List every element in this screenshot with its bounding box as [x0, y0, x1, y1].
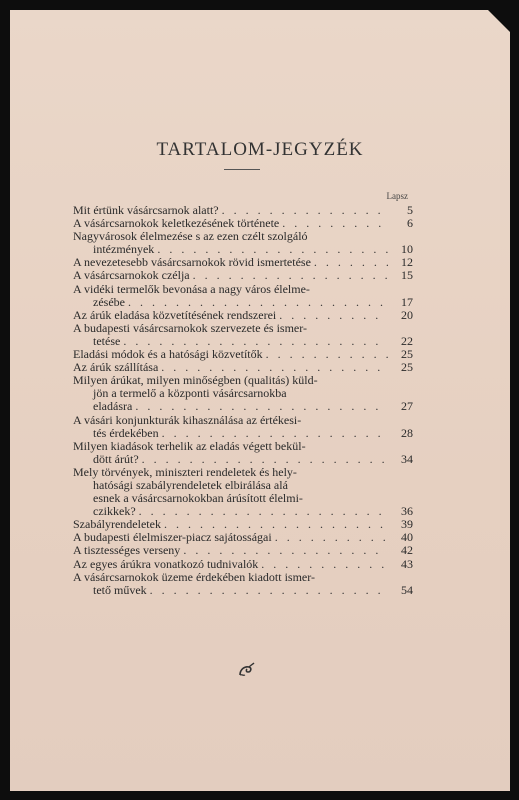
toc-page-number: 17 — [401, 294, 413, 309]
toc-entry — [73, 309, 413, 322]
toc-page-number: 25 — [401, 360, 413, 375]
toc-entry-text: zésébe — [93, 294, 125, 309]
toc-entry-line — [73, 309, 413, 322]
toc-page-number: 22 — [401, 333, 413, 348]
toc-entry-text: A budapesti vásárcsarnokok szervezete és ismer- — [73, 320, 307, 335]
toc-entry-text: Mit értünk vásárcsarnok alatt? — [73, 203, 219, 217]
toc-entry-line — [73, 296, 413, 309]
toc-entry-text: tés érdekében — [93, 425, 159, 440]
toc-entry-text: Az árúk szállítása — [73, 360, 159, 375]
toc-leader-dots — [193, 269, 388, 282]
toc-entry-text: jön a termelő a központi vásárcsarnokba — [93, 386, 287, 401]
toc-leader-dots — [135, 400, 388, 413]
toc-entry-line — [73, 269, 413, 282]
toc-leader-dots — [279, 309, 388, 322]
toc-entry-text: eladásra — [93, 399, 133, 414]
title-rule — [224, 169, 260, 170]
toc-entry — [73, 571, 413, 597]
toc-page-number: 54 — [401, 582, 413, 597]
toc-leader-dots — [142, 453, 388, 466]
toc-leader-dots — [275, 531, 388, 544]
toc-entry-text: hatósági szabályrendeletek elbirálása alá — [93, 477, 288, 492]
toc-page-number: 27 — [401, 399, 413, 414]
toc-entry-text: Eladási módok és a hatósági közvetítők — [73, 347, 263, 362]
toc-page-number: 43 — [401, 556, 413, 571]
table-of-contents — [73, 204, 413, 597]
toc-page-number: 34 — [401, 451, 413, 466]
toc-entry — [73, 269, 413, 282]
toc-entry-text: Az árúk eladása közvetítésének rendszerei — [73, 307, 277, 322]
toc-entry-text: intézmények — [93, 242, 155, 257]
page-title: TARTALOM-JEGYZÉK — [156, 139, 364, 160]
toc-entry-text: czikkek? — [93, 504, 136, 519]
toc-entry-text: A budapesti élelmiszer-piacz sajátosságai — [73, 530, 272, 545]
toc-entry-line — [73, 414, 413, 427]
toc-entry-text: esnek a vásárcsarnokokban árúsított élelmi- — [93, 491, 303, 506]
toc-entry — [73, 230, 413, 256]
toc-page-number: 28 — [401, 425, 413, 440]
toc-entry-text: Milyen árúkat, milyen minőségben (qualitás) küld- — [73, 373, 318, 388]
fleuron-icon — [236, 660, 256, 680]
toc-page-number: 20 — [401, 307, 413, 322]
toc-page-number: 15 — [401, 268, 413, 283]
toc-entry-line — [73, 322, 413, 335]
toc-entry-line — [73, 283, 413, 296]
toc-entry-text: Nagyvárosok élelmezése s az ezen czélt szolgáló — [73, 229, 308, 244]
toc-entry-text: Mely törvények, miniszteri rendeletek és hely- — [73, 464, 297, 479]
toc-entry — [73, 322, 413, 348]
toc-entry-line — [73, 558, 413, 571]
toc-entry-text: A vásárcsarnokok keletkezésének története — [73, 216, 280, 231]
toc-leader-dots — [139, 505, 388, 518]
toc-entry-text: tetése — [93, 333, 121, 348]
toc-entry-text: Az egyes árúkra vonatkozó tudnivalók — [73, 556, 259, 571]
toc-leader-dots — [261, 558, 388, 571]
toc-entry — [73, 374, 413, 413]
toc-leader-dots — [183, 544, 388, 557]
toc-entry — [73, 283, 413, 309]
toc-entry — [73, 466, 413, 518]
toc-entry-text: A vásárcsarnokok czélja — [73, 268, 190, 283]
toc-entry-text: A vásári konjunkturák kihasználása az értékesi- — [73, 412, 302, 427]
toc-page-number: 39 — [401, 517, 413, 532]
toc-entry-line — [73, 427, 413, 440]
toc-leader-dots — [266, 348, 388, 361]
toc-leader-dots — [162, 427, 388, 440]
toc-entry-text: Szabályrendeletek — [73, 517, 161, 532]
toc-entry-line — [73, 571, 413, 584]
toc-entry-text: tető művek — [93, 582, 147, 597]
toc-entry-text: Milyen kiadások terhelik az eladás végett bekül- — [73, 438, 306, 453]
toc-page-number: 12 — [401, 255, 413, 270]
toc-leader-dots — [150, 584, 388, 597]
toc-entry-text: dött árút? — [93, 451, 139, 466]
toc-entry — [73, 544, 413, 557]
toc-entry — [73, 440, 413, 466]
toc-page-number: 5 — [407, 203, 413, 217]
toc-entry-line — [73, 453, 413, 466]
toc-leader-dots — [314, 256, 388, 269]
toc-page-number: 10 — [401, 242, 413, 257]
toc-page-number: 36 — [401, 504, 413, 519]
toc-page-number: 25 — [401, 347, 413, 362]
toc-leader-dots — [128, 296, 388, 309]
toc-entry-line — [73, 400, 413, 413]
toc-entry — [73, 558, 413, 571]
toc-entry-line — [73, 466, 413, 479]
toc-entry-text: A vásárcsarnokok üzeme érdekében kiadott ismer- — [73, 569, 315, 584]
toc-entry-text: A tisztességes verseny — [73, 543, 181, 558]
toc-entry-line — [73, 440, 413, 453]
toc-page-number: 6 — [407, 216, 413, 231]
toc-entry — [73, 414, 413, 440]
toc-entry-line — [73, 544, 413, 557]
toc-entry-text: A nevezetesebb vásárcsarnokok rövid ismertetése — [73, 255, 311, 270]
toc-page-number: 40 — [401, 530, 413, 545]
page-number-column-label: Lapsz — [386, 191, 408, 201]
book-page — [10, 10, 510, 791]
toc-entry-text: A vidéki termelők bevonása a nagy város élelme- — [73, 281, 310, 296]
toc-entry-line — [73, 584, 413, 597]
toc-page-number: 42 — [401, 543, 413, 558]
